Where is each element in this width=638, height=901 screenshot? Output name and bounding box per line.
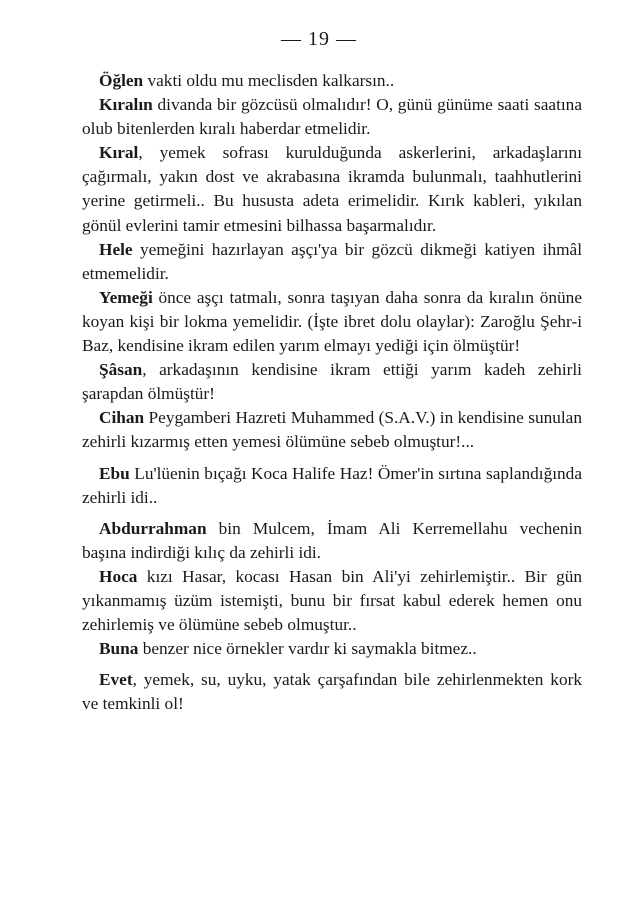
paragraph-text: , yemek sofrası kurulduğunda askerlerini, arkadaşlarını çağırmalı, yakın dost ve akrabasına ikramda bulunmalı, taahhutlerini yerine getirmeli.. Bu hususta adeta erimelidir. Kırık kableri, yıkılan gönül evlerini tamir etmesini bilhassa başarmalıdır. — [82, 143, 582, 235]
paragraph-lead: Buna — [99, 639, 139, 659]
paragraph-text: önce aşçı tatmalı, sonra taşıyan daha sonra da kıralın önüne koyan kişi bir lokma yemelidir. (İşte ibret dolu olaylar): Zaroğlu Şehr-i Baz, kendisine ikram edilen yarım elmayı yediği için ölmüştür! — [82, 287, 582, 356]
paragraph-lead: Ebu — [99, 463, 130, 483]
paragraph-text: Peygamberi Hazreti Muhammed (S.A.V.) in kendisine sunulan zehirli kızarmış etten yemesi ölümüne sebeb olmuştur!... — [82, 408, 582, 452]
paragraph-lead: Şâsan — [99, 360, 143, 380]
paragraph — [82, 93, 582, 141]
paragraph-lead: Öğlen — [99, 71, 144, 90]
paragraph — [82, 565, 582, 637]
paragraph-text: , yemek, su, uyku, yatak çarşafından bile zehirlenmekten kork ve temkinli ol! — [82, 670, 582, 714]
paragraph — [82, 517, 582, 565]
paragraph-lead: Cihan — [99, 408, 145, 428]
paragraph-text: , arkadaşının kendisine ikram ettiği yarım kadeh zehirli şarapdan ölmüştür! — [82, 360, 582, 404]
paragraph — [82, 358, 582, 406]
paragraph-text: bin Mulcem, İmam Ali Kerremellahu vechenin başına indirdiği kılıç da zehirli idi. — [82, 518, 582, 562]
paragraph-text: kızı Hasar, kocası Hasan bin Ali'yi zehirlemiştir.. Bir gün yıkanmamış üzüm istemişti, bunu bir fırsat kabul ederek hemen onu zehirlemiş ve ölümüne sebeb olmuştur.. — [82, 566, 582, 635]
paragraph-lead: Hele — [99, 239, 133, 259]
paragraph — [82, 462, 582, 510]
paragraph — [82, 637, 582, 661]
paragraph — [82, 238, 582, 286]
paragraph-text: benzer nice örnekler vardır ki saymakla bitmez.. — [138, 639, 477, 659]
paragraph-lead: Kıralın — [99, 95, 153, 115]
paragraph-lead: Abdurrahman — [99, 518, 207, 538]
paragraph-text: Lu'lüenin bıçağı Koca Halife Haz! Ömer'in sırtına saplandığında zehirli idi.. — [82, 463, 582, 507]
paragraph — [82, 69, 582, 93]
body-text — [82, 69, 582, 716]
page-number: — 19 — — [281, 28, 357, 50]
paragraph-lead: Kıral — [99, 143, 139, 163]
paragraph-text: yemeğini hazırlayan aşçı'ya bir gözcü dikmeği katiyen ihmâl etmemelidir. — [82, 239, 582, 283]
paragraph — [82, 141, 582, 237]
paragraph-lead: Hoca — [99, 566, 138, 586]
paragraph — [82, 668, 582, 716]
paragraph-text: vakti oldu mu meclisden kalkarsın.. — [143, 71, 395, 90]
paragraph-text: divanda bir gözcüsü olmalıdır! O, günü günüme saati saatına olub bitenlerden kıralı haberdar etmelidir. — [82, 95, 582, 139]
paragraph — [82, 286, 582, 358]
paragraph-lead: Yemeği — [99, 287, 153, 307]
paragraph-lead: Evet — [99, 670, 133, 690]
paragraph — [82, 406, 582, 454]
